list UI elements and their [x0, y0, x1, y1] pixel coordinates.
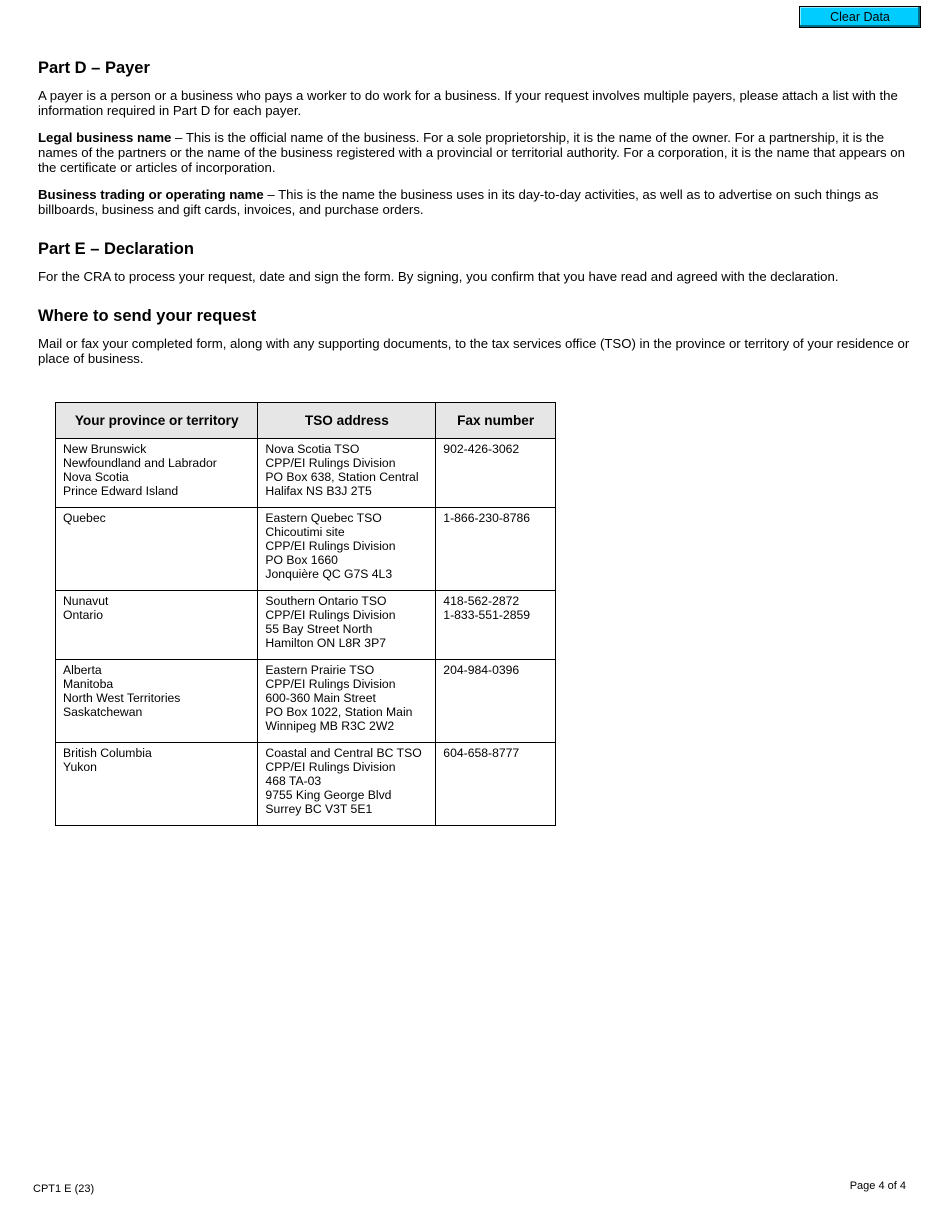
address-cell [258, 508, 436, 591]
province: Saskatchewan [63, 705, 143, 719]
part-d-intro: A payer is a person or a business who pays a worker to do work for a business. If your request involves multiple payers, please attach a list with the information required in Part D for each payer. [38, 88, 898, 118]
address-cell [258, 439, 436, 508]
address-line: 55 Bay Street North [265, 622, 373, 636]
address-line: CPP/EI Rulings Division [265, 677, 396, 691]
fax-cell [436, 508, 556, 591]
province: Yukon [63, 760, 97, 774]
address-line: CPP/EI Rulings Division [265, 608, 396, 622]
address-line: Southern Ontario TSO [265, 594, 387, 608]
tso-address-table [55, 402, 556, 826]
address-line: CPP/EI Rulings Division [265, 760, 396, 774]
trading-name-term: Business trading or operating name [38, 187, 264, 202]
legal-business-name-term: Legal business name [38, 130, 172, 145]
fax-number: 204-984-0396 [443, 663, 520, 677]
province-cell [56, 743, 258, 826]
address-cell [258, 743, 436, 826]
part-e-section [38, 239, 918, 284]
fax-cell [436, 743, 556, 826]
part-d-heading: Part D – Payer [38, 59, 150, 77]
address-line: CPP/EI Rulings Division [265, 456, 396, 470]
page-number: Page 4 of 4 [849, 1180, 906, 1192]
header-tso-address: TSO address [258, 403, 436, 439]
table-row [56, 591, 556, 660]
province: Ontario [63, 608, 103, 622]
address-cell [258, 660, 436, 743]
where-to-send-heading: Where to send your request [38, 307, 257, 325]
address-line: Hamilton ON L8R 3P7 [265, 636, 386, 650]
table-row [56, 439, 556, 508]
where-to-send-section [38, 306, 918, 366]
address-line: Surrey BC V3T 5E1 [265, 802, 373, 816]
address-line: PO Box 1660 [265, 553, 338, 567]
province: North West Territories [63, 691, 181, 705]
trading-name-definition [38, 187, 918, 217]
header-province: Your province or territory [56, 403, 258, 439]
address-line: Halifax NS B3J 2T5 [265, 484, 372, 498]
table-header-row [56, 403, 556, 439]
address-line: Eastern Prairie TSO [265, 663, 375, 677]
address-line: Coastal and Central BC TSO [265, 746, 422, 760]
part-e-text: For the CRA to process your request, date and sign the form. By signing, you confirm that you have read and agreed with the declaration. [38, 269, 839, 284]
table-row [56, 508, 556, 591]
part-e-heading: Part E – Declaration [38, 240, 194, 258]
legal-business-name-definition [38, 130, 918, 175]
address-line: 468 TA-03 [265, 774, 322, 788]
address-line: Winnipeg MB R3C 2W2 [265, 719, 395, 733]
trading-name-text: – This is the name the business uses in its day-to-day activities, as well as to advertise on such things as billboards, business and gift cards, invoices, and purchase orders. [38, 187, 879, 217]
address-line: 9755 King George Blvd [265, 788, 392, 802]
fax-number: 1-866-230-8786 [443, 511, 531, 525]
province: New Brunswick [63, 442, 147, 456]
fax-number: 902-426-3062 [443, 442, 520, 456]
table-row [56, 743, 556, 826]
fax-number: 1-833-551-2859 [443, 608, 531, 622]
address-line: 600-360 Main Street [265, 691, 376, 705]
fax-cell [436, 591, 556, 660]
province-cell [56, 660, 258, 743]
header-fax-number: Fax number [436, 403, 556, 439]
fax-cell [436, 439, 556, 508]
province: Nova Scotia [63, 470, 129, 484]
province-cell [56, 439, 258, 508]
address-line: PO Box 638, Station Central [265, 470, 419, 484]
address-cell [258, 591, 436, 660]
fax-cell [436, 660, 556, 743]
province: Alberta [63, 663, 102, 677]
address-line: Eastern Quebec TSO [265, 511, 382, 525]
province: Newfoundland and Labrador [63, 456, 217, 470]
province: Quebec [63, 511, 106, 525]
address-line: Jonquière QC G7S 4L3 [265, 567, 393, 581]
province: Nunavut [63, 594, 109, 608]
clear-data-button[interactable]: Clear Data [799, 6, 921, 28]
form-instructions [38, 58, 918, 388]
form-code: CPT1 E (23) [33, 1183, 95, 1195]
province: British Columbia [63, 746, 152, 760]
address-line: PO Box 1022, Station Main [265, 705, 413, 719]
fax-number: 604-658-8777 [443, 746, 520, 760]
part-d-section [38, 58, 918, 217]
province-cell [56, 591, 258, 660]
address-line: Chicoutimi site [265, 525, 345, 539]
table-row [56, 660, 556, 743]
province-cell [56, 508, 258, 591]
fax-number: 418-562-2872 [443, 594, 520, 608]
province: Prince Edward Island [63, 484, 179, 498]
province: Manitoba [63, 677, 114, 691]
legal-business-name-text: – This is the official name of the business. For a sole proprietorship, it is the name of the owner. For a partnership, it is the names of the partners or the name of the business registered with a provincial or territorial authority. For a corporation, it is the name that appears on the certificate or articles of incorporation. [38, 130, 905, 175]
where-to-send-text: Mail or fax your completed form, along with any supporting documents, to the tax services office (TSO) in the province or territory of your residence or place of business. [38, 336, 910, 366]
address-line: Nova Scotia TSO [265, 442, 360, 456]
address-line: CPP/EI Rulings Division [265, 539, 396, 553]
